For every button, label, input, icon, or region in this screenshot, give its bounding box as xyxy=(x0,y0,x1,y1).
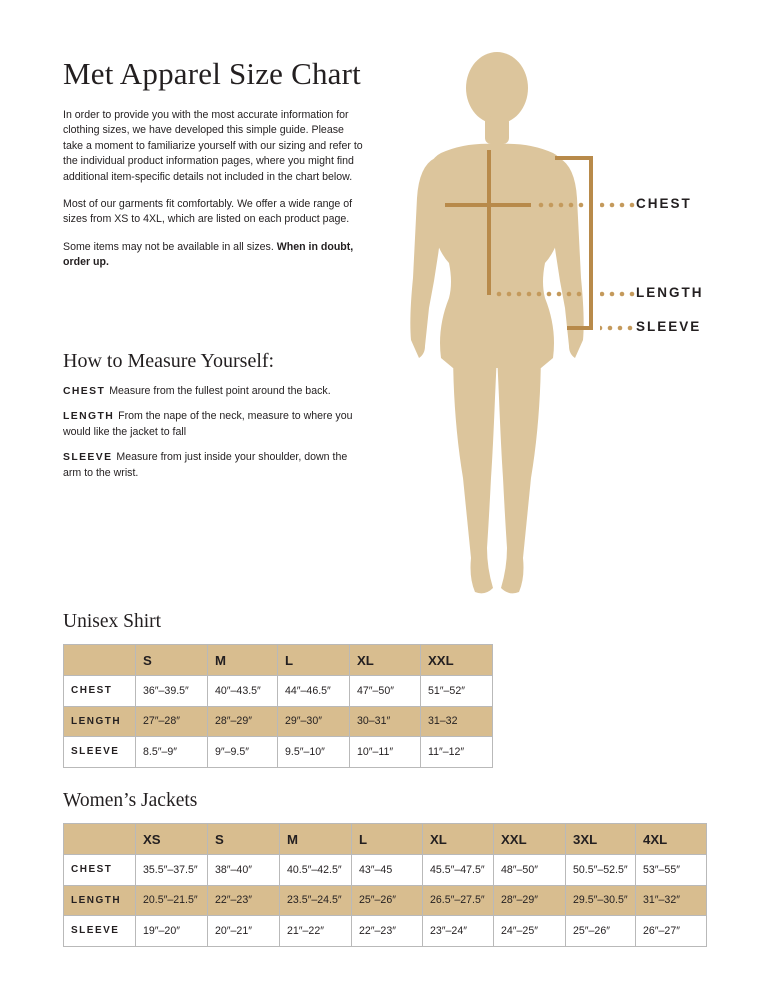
table-row-label: LENGTH xyxy=(64,885,136,916)
jackets-title: Women’s Jackets xyxy=(63,790,198,811)
jackets-size-table xyxy=(63,823,707,947)
measure-item-chest xyxy=(63,384,363,399)
callout-dot-trail xyxy=(600,48,635,348)
table-cell: 51″–52″ xyxy=(421,676,493,707)
table-cell: 36″–39.5″ xyxy=(136,676,208,707)
page-title: Met Apparel Size Chart xyxy=(63,56,361,91)
table-cell: 20.5″–21.5″ xyxy=(136,885,208,916)
table-cell: 8.5″–9″ xyxy=(136,737,208,768)
intro-paragraph-2: Most of our garments fit comfortably. We offer a wide range of sizes from XS to 4XL, which are listed on each product page. xyxy=(63,198,353,226)
measure-text: Measure from the fullest point around the back. xyxy=(109,385,331,397)
table-header-cell: L xyxy=(352,824,423,855)
table-header-cell: XXL xyxy=(421,645,493,676)
measure-term: LENGTH xyxy=(63,411,115,423)
table-cell: 50.5″–52.5″ xyxy=(566,855,636,886)
measure-text: Measure from just inside your shoulder, down the arm to the wrist. xyxy=(63,451,348,479)
unisex-size-table xyxy=(63,644,493,768)
table-cell: 22″–23″ xyxy=(352,916,423,947)
body-shape xyxy=(410,52,583,593)
table-cell: 45.5″–47.5″ xyxy=(423,855,494,886)
order-up-note: When in doubt, order up. xyxy=(63,240,354,269)
table-header-cell: S xyxy=(208,824,280,855)
table-cell: 21″–22″ xyxy=(280,916,352,947)
table-cell: 38″–40″ xyxy=(208,855,280,886)
table-row-label: CHEST xyxy=(64,676,136,707)
table-cell: 11″–12″ xyxy=(421,737,493,768)
table-row xyxy=(64,706,493,737)
table-cell: 43″–45 xyxy=(352,855,423,886)
table-cell: 31″–32″ xyxy=(636,885,707,916)
measure-term: CHEST xyxy=(63,386,106,397)
table-header-cell: 3XL xyxy=(566,824,636,855)
table-header-cell: L xyxy=(278,645,350,676)
table-cell: 53″–55″ xyxy=(636,855,707,886)
table-cell: 20″–21″ xyxy=(208,916,280,947)
table-header-cell: M xyxy=(280,824,352,855)
measure-instructions xyxy=(63,384,363,491)
table-header-cell: S xyxy=(136,645,208,676)
table-row-label: LENGTH xyxy=(64,706,136,737)
table-cell: 26.5″–27.5″ xyxy=(423,885,494,916)
table-header-cell: XS xyxy=(136,824,208,855)
measure-item-length xyxy=(63,409,363,440)
table-header-cell xyxy=(64,645,136,676)
table-header-cell: XXL xyxy=(494,824,566,855)
table-header-row xyxy=(64,824,707,855)
table-cell: 29.5″–30.5″ xyxy=(566,885,636,916)
table-row-label: SLEEVE xyxy=(64,737,136,768)
table-cell: 28″–29″ xyxy=(208,706,278,737)
table-cell: 22″–23″ xyxy=(208,885,280,916)
table-cell: 27″–28″ xyxy=(136,706,208,737)
table-row xyxy=(64,737,493,768)
table-row-label: CHEST xyxy=(64,855,136,886)
table-header-cell: XL xyxy=(350,645,421,676)
table-cell: 23″–24″ xyxy=(423,916,494,947)
table-row xyxy=(64,916,707,947)
unisex-title: Unisex Shirt xyxy=(63,611,162,632)
table-cell: 23.5″–24.5″ xyxy=(280,885,352,916)
intro-text xyxy=(63,108,363,283)
table-header-cell: XL xyxy=(423,824,494,855)
table-cell: 10″–11″ xyxy=(350,737,421,768)
table-cell: 29″–30″ xyxy=(278,706,350,737)
table-cell: 40″–43.5″ xyxy=(208,676,278,707)
table-row-label: SLEEVE xyxy=(64,916,136,947)
body-silhouette-icon xyxy=(395,48,600,603)
table-header-cell xyxy=(64,824,136,855)
table-cell: 47″–50″ xyxy=(350,676,421,707)
table-cell: 19″–20″ xyxy=(136,916,208,947)
table-cell: 26″–27″ xyxy=(636,916,707,947)
measure-item-sleeve xyxy=(63,450,363,481)
table-header-row xyxy=(64,645,493,676)
table-cell: 9.5″–10″ xyxy=(278,737,350,768)
table-row xyxy=(64,676,493,707)
table-cell: 31–32 xyxy=(421,706,493,737)
callout-length: LENGTH xyxy=(636,285,704,300)
table-cell: 30–31″ xyxy=(350,706,421,737)
table-cell: 48″–50″ xyxy=(494,855,566,886)
table-cell: 35.5″–37.5″ xyxy=(136,855,208,886)
measure-title: How to Measure Yourself: xyxy=(63,350,275,372)
table-cell: 9″–9.5″ xyxy=(208,737,278,768)
measure-text: From the nape of the neck, measure to where you would like the jacket to fall xyxy=(63,410,353,438)
table-row xyxy=(64,885,707,916)
body-silhouette-figure xyxy=(395,48,600,603)
table-cell: 24″–25″ xyxy=(494,916,566,947)
table-header-cell: 4XL xyxy=(636,824,707,855)
table-cell: 44″–46.5″ xyxy=(278,676,350,707)
table-cell: 28″–29″ xyxy=(494,885,566,916)
table-row xyxy=(64,855,707,886)
table-header-cell: M xyxy=(208,645,278,676)
measure-term: SLEEVE xyxy=(63,452,113,464)
callout-chest: CHEST xyxy=(636,196,692,211)
callout-sleeve: SLEEVE xyxy=(636,319,702,334)
table-cell: 40.5″–42.5″ xyxy=(280,855,352,886)
intro-paragraph-3 xyxy=(63,240,363,271)
table-cell: 25″–26″ xyxy=(566,916,636,947)
table-cell: 25″–26″ xyxy=(352,885,423,916)
intro-paragraph-1: In order to provide you with the most accurate information for clothing sizes, we have developed this simple guide. Please take a moment to familiarize yourself with our sizing and refer to the individual product information pages, where you might find additional item-specific details not included in the chart below. xyxy=(63,109,363,183)
intro-paragraph-3-text: Some items may not be available in all sizes. xyxy=(63,240,277,253)
